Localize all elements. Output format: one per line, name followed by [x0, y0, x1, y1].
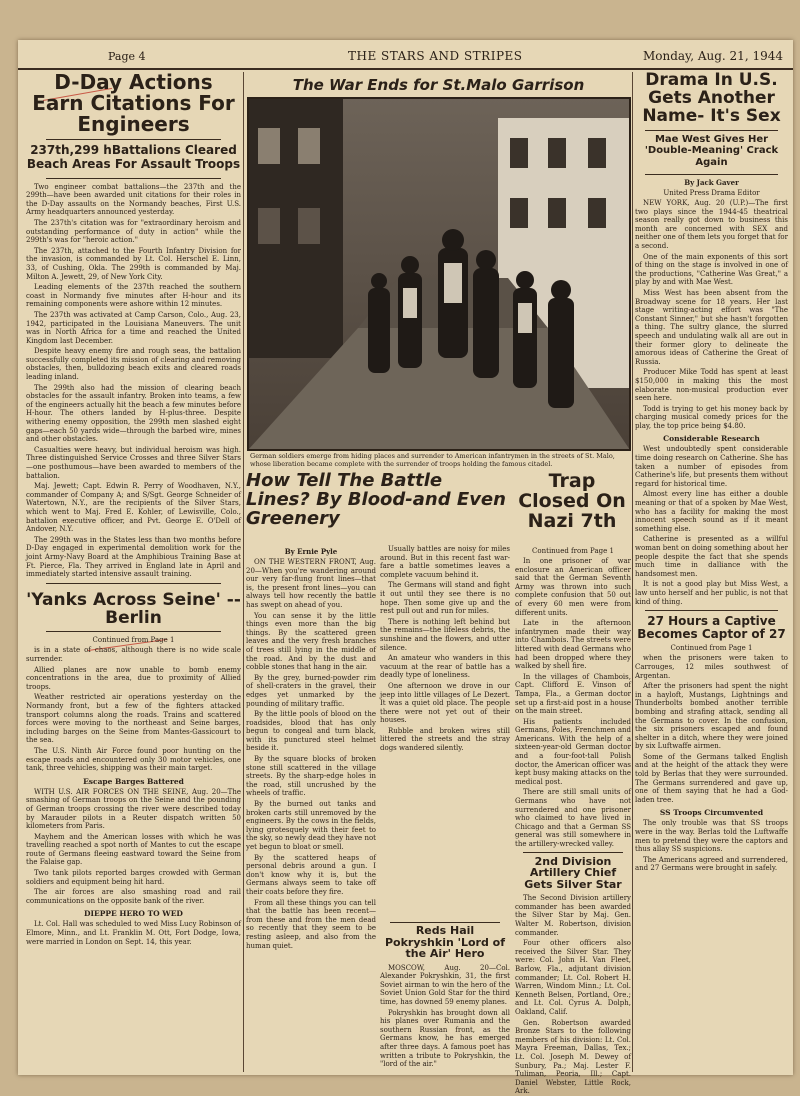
paragraph: The 299th also had the mission of clearing beach obstacles for the assault infantry. Broken into teams, a few of the engineers actually hit the beach a few minutes before H-hour. The others landed by H-plus-three. Despite withering enemy opposition, the 299th men slashed eight gaps—each 50 yards wide—through the barbed wire, mines and other obstacles.	[26, 383, 241, 444]
paragraph: By the square blocks of broken stone still scattered in the village streets. By the sharp-edge holes in the road, still uncrushed by the wheels of traffic.	[246, 755, 376, 798]
paragraph: MOSCOW, Aug. 20—Col. Alexander Pokryshkin, 31, the first Soviet airman to win the hero of the Soviet Union Gold Star for the third time, has downed 59 enemy planes.	[380, 963, 510, 1007]
paragraph: The 237th, attached to the Fourth Infantry Division for the invasion, is commanded by Lt. Col. Herschel E. Linn, 33, of Cushing, Okla. The 299th is commanded by Maj. Milton A. Jewett, 29, of New York City.	[26, 246, 241, 281]
headline-battle-lines: How Tell The Battle Lines? By Blood-and Even Greenery	[246, 470, 506, 529]
paragraph: By the little pools of blood on the roadsides, blood that has only begun to congeal and turn black, with its punctured steel helmet beside it.	[246, 710, 376, 753]
article-drama	[635, 199, 788, 606]
paragraph: Two tank pilots reported barges crowded with German soldiers and equipment being hit hard.	[26, 869, 241, 886]
paragraph: The Americans agreed and surrendered, and 27 Germans were brought in safely.	[635, 855, 788, 873]
continued-note: Continued from Page 1	[92, 636, 175, 645]
paragraph: Miss West has been absent from the Broadway scene for 18 years. Her last stage writing-acting effort was "The Constant Sinner," but she hasn't forgotten a thing. The sultry glance, the slurred speech and undulating walk all are out in their former glory to delineate the amorous ideas of Catherine the Great of Russia.	[635, 288, 788, 366]
byline-gaver: By Jack Gaver	[684, 178, 739, 188]
column-divider	[243, 72, 244, 1072]
paragraph: You can sense it by the little things even more than the big things. By the scattered green leaves and the very fresh branches of trees still lying in the middle of the road. And by the dust and cobble stones that hang in the air.	[246, 611, 376, 672]
rule	[46, 583, 221, 584]
paragraph: After the prisoners had spent the night in a hayloft, Mustangs, Lightnings and Thunderbolts bombed another terrible bombing and strafing attack, sending all the Germans to cover. In the confusion, the six prisoners escaped and found shelter in a ditch, where they were joined by six Luftwaffe airmen.	[635, 682, 788, 751]
paragraph: The U.S. Ninth Air Force found poor hunting on the escape roads and encountered only 30 motor vehicles, one tank, three vehicles, shipping was their main target.	[26, 746, 241, 773]
paragraph: From all these things you can tell that the battle has been recent—from these and from the men dead so recently that they seem to be resting asleep, and also from the human quiet.	[246, 898, 376, 950]
continued-note: Continued from Page 1	[670, 644, 753, 653]
column-left	[26, 72, 241, 1072]
paragraph: NEW YORK, Aug. 20 (U.P.)—The first two plays since the 1944-45 theatrical season really got down to business this month are concerned with SEX and neither one of them lets you forget that for a second.	[635, 199, 788, 250]
paragraph: By the scattered heaps of personal debris around a gun. I don't know why it is, but the Germans always seem to take off their coats before they fire.	[246, 853, 376, 896]
paragraph: There are still small units of Germans who have not surrendered and one prisoner who claimed to have lived in Chicago and that a German SS general was still somewhere in the artillery-wrecked valley.	[515, 788, 631, 848]
paragraph: Usually battles are noisy for miles around. But in this recent fast war-fare a battle sometimes leaves a complete vacuum behind it.	[380, 545, 510, 579]
paragraph: Weather restricted air operations yesterday on the Normandy front, but a few of the fighters attacked transport columns along the roads. Trains and scattered forces were moving to the northeast and Seine barges, including barges on the Seine from Mantes-Gassicourt to the sea.	[26, 693, 241, 745]
photo-title: The War Ends for St.Malo Garrison	[292, 76, 585, 94]
paragraph: Catherine is presented as a willful woman bent on doing something about her people despite the fact that she spends much time in dalliance with the handsomest men.	[635, 535, 788, 578]
paragraph: Mayhem and the American losses with which he was travelling reached a spot north of Mantes to cut the escape route of Germans fleeing eastward toward the Seine from the Falaise gap.	[26, 832, 241, 867]
paragraph: Almost every line has either a double meaning or that of a spoken by Mae West, who has a facility for making the most innocent speech sound as if it meant something else.	[635, 490, 788, 533]
paragraph: One afternoon we drove in our jeep into little villages of Le Dezert. It was a quiet old place. The people there were not yet out of their houses.	[380, 681, 510, 725]
paragraph: It is not a good play but Miss West, a law unto herself and her public, is not that kind of thing.	[635, 580, 788, 606]
headline-drama-sex: Drama In U.S. Gets Another Name- It's Sex	[642, 70, 781, 126]
paragraph: is in a state of chaos, although there is no wide scale surrender.	[26, 646, 241, 663]
paragraph: Todd is trying to get his money back by charging musical comedy prices for the play, the top price being $4.80.	[635, 404, 788, 430]
rule	[46, 139, 221, 140]
paragraph: In one prisoner of war enclosure an American officer said that the German Seventh Army was thrown into such complete confusion that 50 out of every 60 men were from different units.	[515, 557, 631, 617]
headline-trap-closed: Trap Closed On Nazi 7th	[518, 470, 626, 532]
subhead-ss-troops: SS Troops Circumvented	[659, 808, 764, 818]
paragraph: Rubble and broken wires still littered the streets and the stray dogs wandered silently.	[380, 726, 510, 753]
paragraph: Pokryshkin has brought down all his planes over Rumania and the southern Russian front, as the Germans know, he has emerged after three days. A famous poet has written a tribute to Pokryshkin, the "lord of the air."	[380, 1008, 510, 1069]
headline-reds-hail: Reds Hail Pokryshkin 'Lord of the Air' Hero	[384, 924, 506, 961]
paragraph: One of the main exponents of this sort of thing on the stage is involved in one of the productions, "Catherine Was Great," a play by and with Mae West.	[635, 252, 788, 287]
paragraph: West undoubtedly spent considerable time doing research on Catherine. She has taken a number of episodes from Catherine's life, but presents them without regard for historical time.	[635, 445, 788, 488]
paragraph: The 299th was in the States less than two months before D-Day engaged in experimental demolition work for the joint Army-Navy Board at the Amphibious Training Base at Ft. Pierce, Fla. They arrived in England late in April and immediately started intensive assault training.	[26, 535, 241, 579]
paragraph: The Second Division artillery commander has been awarded the Silver Star by Maj. Gen. Walter M. Robertson, division commander.	[515, 894, 631, 937]
paragraph: By the grey, burned-powder rim of shell-craters in the gravel, their edges yet unmarked by the pounding of military traffic.	[246, 673, 376, 708]
paragraph: The 237th was activated at Camp Carson, Colo., Aug. 23, 1942, participated in the Louisiana Maneuvers. The unit was in North Africa for a time and reached the United Kingdom last December.	[26, 310, 241, 345]
paragraph: Despite heavy enemy fire and rough seas, the battalion successfully completed its mission of clearing and removing obstacles, then, bulldozing beach exits and cleared roads leading inland.	[26, 347, 241, 382]
paragraph: ON THE WESTERN FRONT, Aug. 20—When you're wandering around our very far-flung front lines—that is, the present front lines—you can always tell how recently the battle has swept on ahead of you.	[246, 558, 376, 609]
byline-title: United Press Drama Editor	[663, 189, 760, 198]
paragraph: The 237th's citation was for "extraordinary heroism and outstanding performance of duty in action" while the 299th's was for "heroic action."	[26, 218, 241, 245]
subhead-mae-west: Mae West Gives Her 'Double-Meaning' Crack Again	[644, 133, 779, 168]
paragraph: The Germans will stand and fight it out until they see there is no hope. Then some give up and the rest pull out and run for miles.	[380, 581, 510, 616]
masthead	[18, 46, 793, 70]
paragraph: His patients included Germans, Poles, Frenchmen and Americans. With the help of a sixteen-year-old German doctor and a four-foot-tall Polish doctor, the American officer was kept busy making attacks on the medical post.	[515, 717, 631, 786]
newspaper-page	[18, 40, 793, 1096]
column-right	[635, 72, 788, 1072]
paragraph: Four other officers also received the Silver Star. They were: Col. John H. Van Fleet, Barlow, Fla., adjutant division commander; Lt. Col. Robert H. Warren, Windom Minn.; Lt. Col. Kenneth Belsen, Portland, Ore.; and Lt. Col. Cyrus A. Dolph, Oakland, Calif.	[515, 939, 631, 1016]
column-battle-lines-2	[380, 545, 510, 915]
paragraph: Late in the afternoon infantrymen made their way into Chambois. The streets were littered with dead Germans who had been dropped where they walked by shell fire.	[515, 619, 631, 671]
street-surrender-photo	[248, 98, 630, 450]
paragraph: Maj. Jewett; Capt. Edwin R. Perry of Woodhaven, N.Y., commander of Company A; and S/Sgt. George Schneider of Watertown, N.Y., are the recipients of the Silver Stars, which went to Maj. Fred E. Kohler, of Lewisville, Colo., battalion executive officer, and Pvt. George E. O'Dell of Andover, N.Y.	[26, 482, 241, 534]
headline-artillery-chief: 2nd Division Artillery Chief Gets Silver Star	[524, 854, 622, 891]
rule	[46, 178, 221, 179]
paragraph: In the villages of Chambois, Capt. Clifford E. Vinson of Tampa, Fla., a German doctor set up a first-aid post in a house on the main street.	[515, 672, 631, 716]
paragraph: Producer Mike Todd has spent at least $150,000 in making this the most elaborate non-musical production ever seen here.	[635, 368, 788, 403]
headline-block-trap	[513, 472, 631, 536]
paragraph: Casualties were heavy, but individual heroism was high. Three distinguished Service Crosses and three Silver Stars—one posthumous—have been awarded to members of the battalion.	[26, 445, 241, 480]
paragraph: when the prisoners were taken to Carrouges, 12 miles southwest of Argentan.	[635, 654, 788, 680]
continued-note: Continued from Page 1	[532, 547, 614, 555]
headline-yanks-seine: 'Yanks Across Seine' --Berlin	[26, 589, 241, 628]
paragraph: Two engineer combat battalions—the 237th and the 299th—have been awarded unit citations for their roles in the D-Day assaults on the Normandy beaches, First U.S. Army headquarters announced yesterday.	[26, 182, 241, 217]
subhead-research: Considerable Research	[663, 434, 760, 444]
page-number: Page 4	[108, 50, 146, 63]
rule	[390, 922, 500, 923]
photo-caption: German soldiers emerge from hiding places and surrender to American infantrymen in the streets of St. Malo, whose liberation became complete with the surrender of troops holding the famous citadel.	[250, 452, 615, 468]
paragraph: There is nothing left behind but the remains—the lifeless debris, the sunshine and the flowers, and utter silence.	[380, 617, 510, 652]
paragraph: Leading elements of the 237th reached the southern coast in Normandy five minutes after H-hour and its remaining components were ashore within 12 minutes.	[26, 283, 241, 309]
article-captive	[635, 654, 788, 873]
rule	[523, 852, 623, 853]
paragraph: Allied planes are now unable to bomb enemy concentrations in the area, due to proximity of Allied troops.	[26, 665, 241, 691]
column-trap-closed	[515, 545, 631, 1096]
paragraph: Some of the Germans talked English and at the height of the attack they were told by Berlas that they were surrounded. The Germans surrendered and gave up, one of them saying that he had a God-laden tree.	[635, 752, 788, 804]
paragraph: By the burned out tanks and broken carts still unremoved by the engineers. By the cows in the fields, lying grotesquely with their feet to the sky, so newly dead they have not yet begun to bloat or smell.	[246, 800, 376, 851]
byline-pyle: By Ernie Pyle	[284, 547, 338, 556]
rule	[645, 610, 778, 611]
paragraph: The air forces are also smashing road and rail communications on the opposite bank of the river.	[26, 888, 241, 905]
headline-captive-captor: 27 Hours a Captive Becomes Captor of 27	[637, 614, 786, 641]
headline-block-battle-lines	[246, 472, 511, 533]
paragraph: Gen. Robertson awarded Bronze Stars to the following members of his division: Lt. Col. Mayra Freeman, Dallas, Tex.; Lt. Col. Joseph M. Dewey of Sunbury, Pa.; Maj. Lester F. Tuliman, Peoria, Ill.; Capt. Daniel Webster, Little Rock, Ark.	[515, 1018, 631, 1096]
article-engineers	[26, 183, 241, 579]
subhead-barges: Escape Barges Battered	[83, 776, 184, 786]
paragraph: WITH U.S. AIR FORCES ON THE SEINE, Aug. 20—The smashing of German troops on the Seine and the pounding of German troops crossing the river were described today by Marauder pilots in a Reuter dispatch written 50 kilometers from Paris.	[26, 787, 241, 831]
column-battle-lines-1	[246, 545, 376, 1073]
issue-date: Monday, Aug. 21, 1944	[642, 49, 783, 63]
article-seine	[26, 646, 241, 946]
rule	[46, 631, 221, 632]
paragraph: The only trouble was that SS troops were in the way. Berlas told the Luftwaffe men to pretend they were the captors and thus allay SS suspicions.	[635, 819, 788, 854]
paper-name: THE STARS AND STRIPES	[348, 49, 523, 63]
headline-engineers: D-Day Actions Earn Citations For Engineers	[32, 70, 235, 136]
paragraph: Lt. Col. Hall was scheduled to wed Miss Lucy Robinson of Elmore, Minn., and Lt. Franklin M. Ott, Fort Dodge, Iowa, were married in London on Sept. 14, this year.	[26, 920, 241, 946]
column-divider	[632, 72, 633, 1072]
paragraph: An amateur who wanders in this vacuum at the rear of battle has a deadly type of loneliness.	[380, 654, 510, 680]
subhead-dieppe: DIEPPE HERO TO WED	[84, 909, 183, 919]
rule	[645, 130, 778, 131]
subhead-battalions: 237th,299 hBattalions Cleared Beach Areas For Assault Troops	[26, 143, 241, 171]
article-reds-hail	[380, 920, 510, 1073]
rule	[645, 174, 778, 175]
